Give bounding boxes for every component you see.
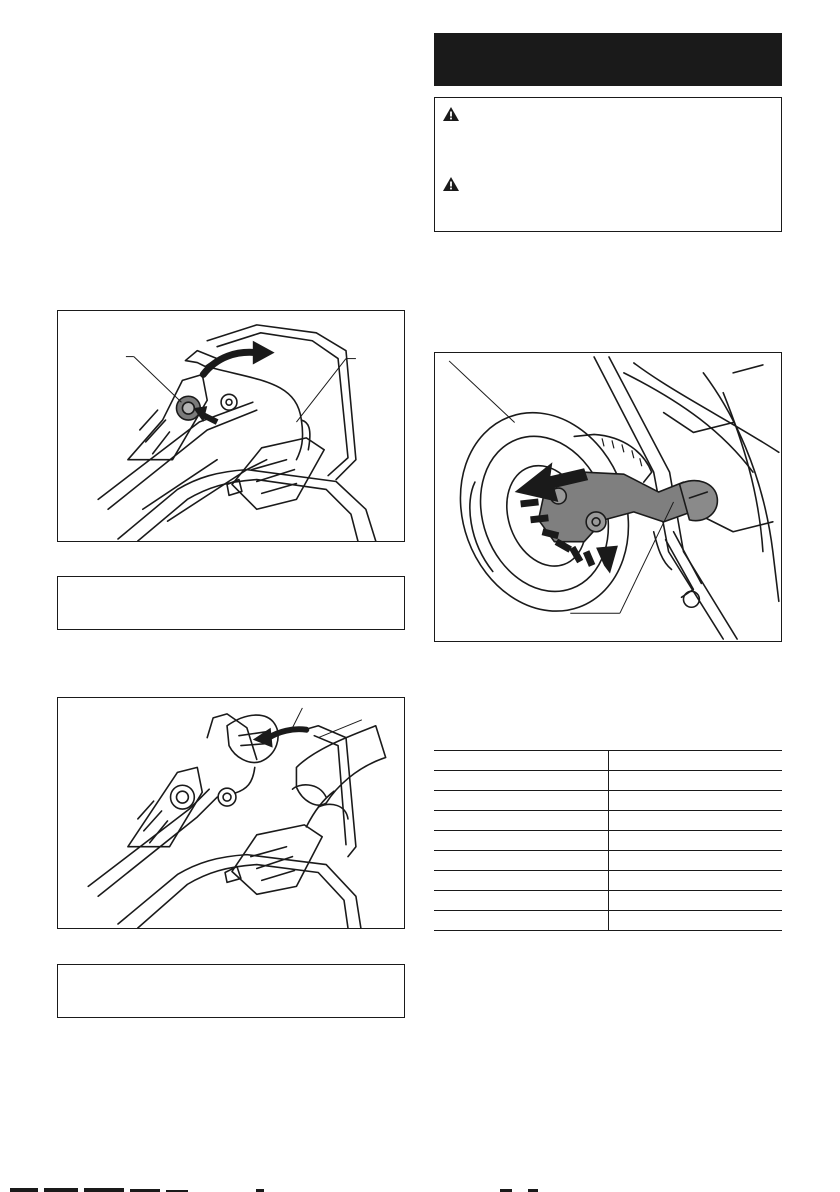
table-cell-height (608, 771, 782, 791)
table-cell-height (608, 911, 782, 931)
table-row (434, 851, 782, 871)
table-row (434, 771, 782, 791)
figure-handle-lock-lever-illustration (58, 311, 404, 541)
table-cell-setting (434, 871, 608, 891)
section-header-bar (434, 33, 782, 86)
table-cell-height (608, 751, 782, 771)
note-box-1 (57, 576, 405, 630)
section-title (434, 33, 782, 69)
table-cell-height (608, 871, 782, 891)
table-row (434, 891, 782, 911)
warning-box (434, 97, 782, 232)
table-cell-height (608, 811, 782, 831)
page-footer-strip (0, 1184, 840, 1192)
table-cell-setting (434, 891, 608, 911)
cutting-height-table (434, 750, 782, 931)
table-row (434, 911, 782, 931)
table-cell-setting (434, 811, 608, 831)
table-cell-setting (434, 831, 608, 851)
table-cell-setting (434, 751, 608, 771)
table-row (434, 811, 782, 831)
figure-handle-grip (57, 697, 405, 929)
table-row (434, 751, 782, 771)
note-box-2-text (58, 965, 404, 981)
table-row (434, 831, 782, 851)
figure-handle-grip-illustration (58, 698, 404, 928)
figure-cutting-height-lever-illustration (435, 353, 781, 641)
table-cell-setting (434, 911, 608, 931)
table-cell-setting (434, 791, 608, 811)
warning-icon (443, 177, 459, 191)
table-cell-height (608, 891, 782, 911)
figure-cutting-height-lever (434, 352, 782, 642)
table-row (434, 871, 782, 891)
figure-handle-lock-lever (57, 310, 405, 542)
table-row (434, 791, 782, 811)
table-cell-setting (434, 771, 608, 791)
note-box-1-text (58, 577, 404, 593)
warning-icon (443, 107, 459, 121)
table-cell-height (608, 791, 782, 811)
table-cell-setting (434, 851, 608, 871)
table-cell-height (608, 831, 782, 851)
table-cell-height (608, 851, 782, 871)
note-box-2 (57, 964, 405, 1018)
